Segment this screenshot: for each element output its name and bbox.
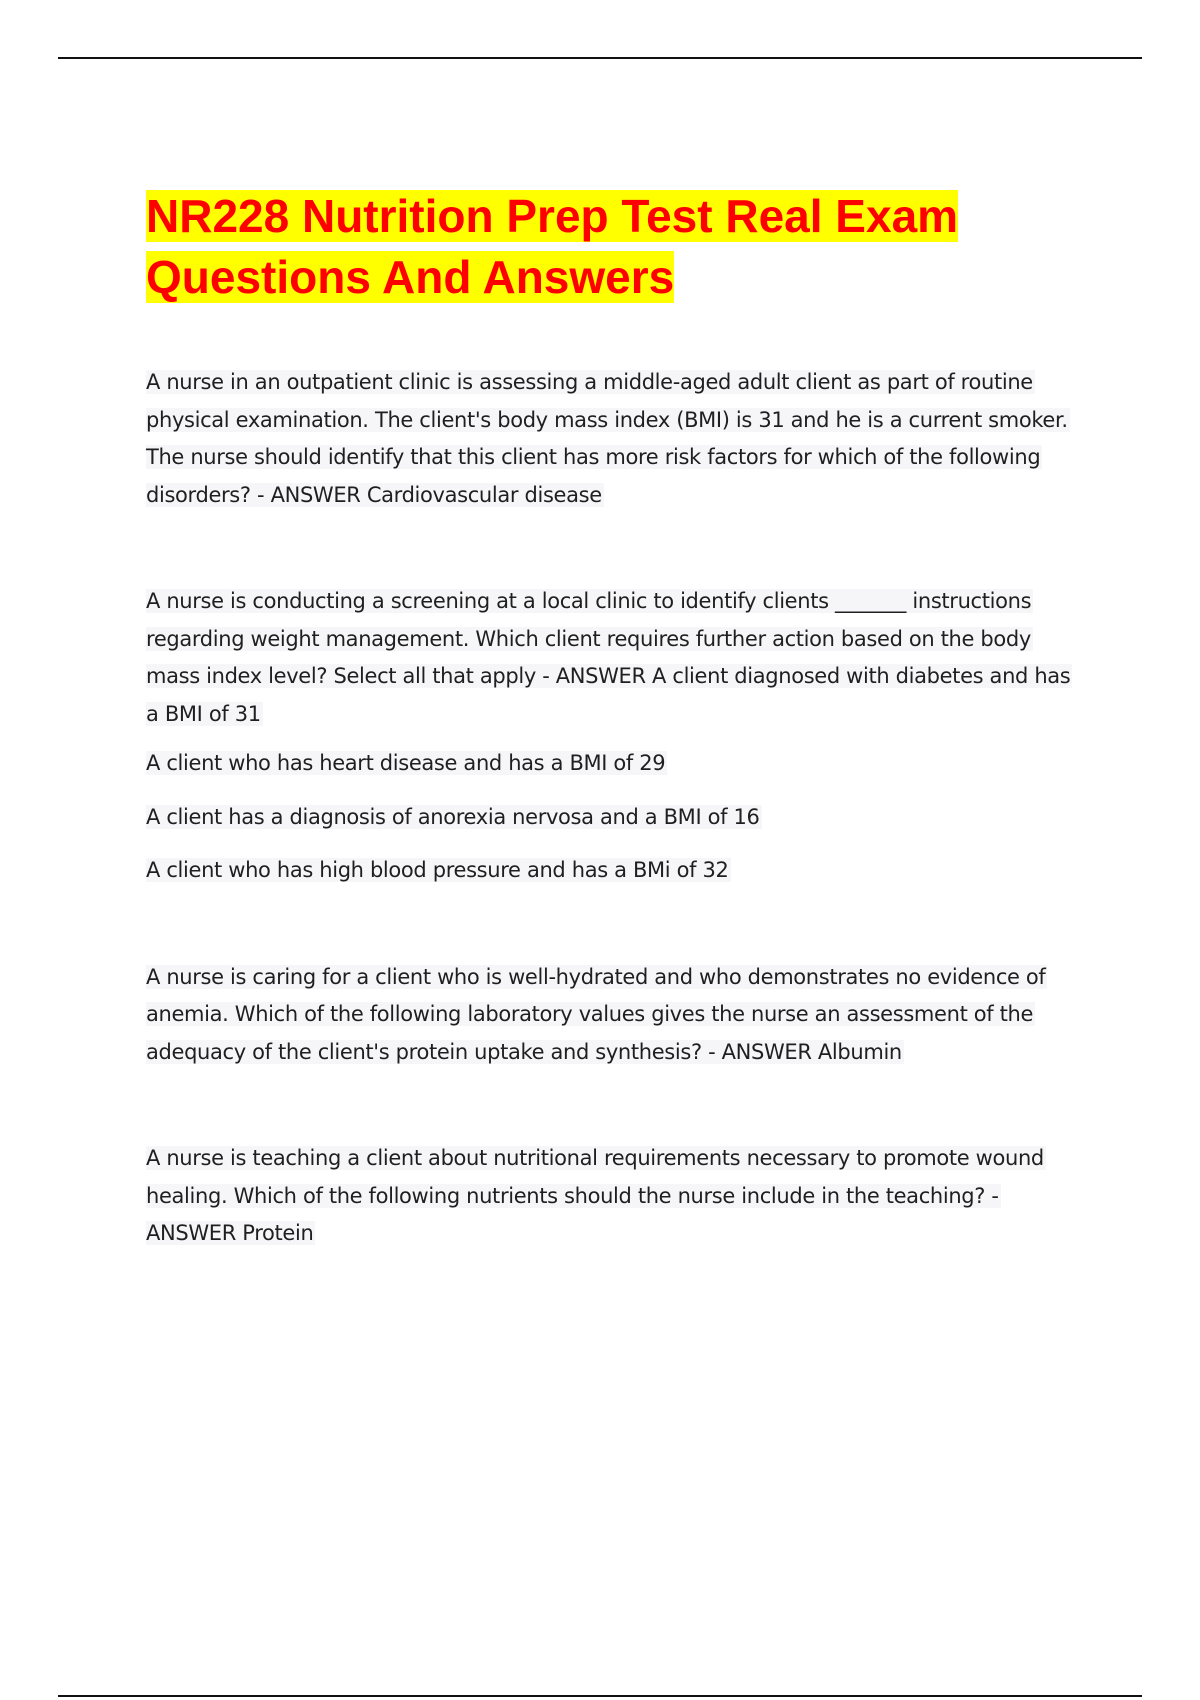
document-body bbox=[146, 186, 1086, 1253]
footer-rule bbox=[58, 1695, 1142, 1697]
question-1: A nurse in an outpatient clinic is assessing a middle-aged adult client as part of routine physical examination. The client's body mass index (BMI) is 31 and he is a current smoker. The nurse should identify that this client has more risk factors for which of the following disorders? - ANSWER Cardiovascular disease bbox=[146, 370, 1068, 507]
question-4: A nurse is teaching a client about nutritional requirements necessary to promote wound healing. Which of the following nutrients should the nurse include in the teaching? - ANSWER Protein bbox=[146, 1146, 1044, 1245]
question-2: A nurse is conducting a screening at a local clinic to identify clients _______ instructions regarding weight management. Which client requires further action based on the body mass index level? Select all that apply - ANSWER A client diagnosed with diabetes and has a BMI of 31 bbox=[146, 589, 1071, 726]
question-3: A nurse is caring for a client who is well-hydrated and who demonstrates no evidence of anemia. Which of the following laboratory values gives the nurse an assessment of the adequacy of the client's protein uptake and synthesis? - ANSWER Albumin bbox=[146, 964, 1046, 1064]
document-title: NR228 Nutrition Prep Test Real Exam Questions And Answers bbox=[146, 190, 959, 303]
header-rule bbox=[58, 57, 1142, 59]
question-2-option-1: A client who has heart disease and has a BMI of 29 bbox=[146, 751, 666, 775]
question-2-option-3: A client who has high blood pressure and has a BMi of 32 bbox=[146, 858, 729, 882]
question-2-option-2: A client has a diagnosis of anorexia nervosa and a BMI of 16 bbox=[146, 804, 760, 829]
